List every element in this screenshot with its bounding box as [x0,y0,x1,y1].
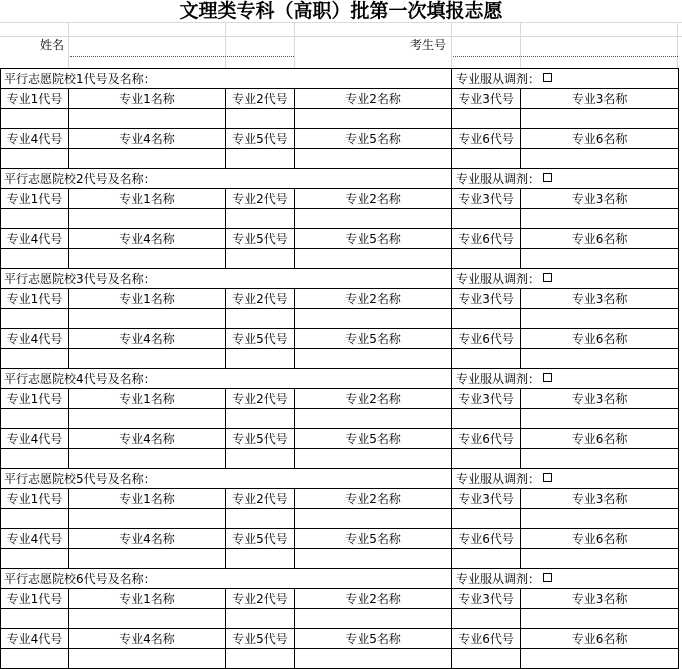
major-header-cell: 专业6代号 [452,229,521,249]
school-section-header [1,69,679,89]
adjust-cell [452,169,679,189]
major-header-cell: 专业4代号 [1,129,69,149]
adjust-checkbox[interactable] [543,173,552,182]
major-header-row [1,529,679,549]
school-section-header [1,269,679,289]
adjust-cell [452,469,679,489]
major-header-cell: 专业1名称 [69,489,226,509]
major-header-cell: 专业4代号 [1,429,69,449]
adjust-cell [452,269,679,289]
major-header-cell: 专业1代号 [1,89,69,109]
major-header-cell: 专业6名称 [521,429,679,449]
major-name-input[interactable] [521,409,679,429]
major-header-cell: 专业3名称 [521,389,679,409]
major-header-cell: 专业4名称 [69,629,226,649]
adjust-checkbox[interactable] [543,73,552,82]
major-header-cell: 专业5名称 [295,229,452,249]
major-name-input[interactable] [295,509,452,529]
major-header-cell: 专业6代号 [452,429,521,449]
major-name-input[interactable] [521,449,679,469]
adjust-checkbox[interactable] [543,473,552,482]
major-code-input[interactable] [1,509,69,529]
school-code-and-name-label[interactable]: 平行志愿院校6代号及名称： [1,569,452,589]
major-name-input[interactable] [521,609,679,629]
major-name-input[interactable] [69,209,226,229]
grid-line [0,22,682,23]
major-header-cell: 专业3代号 [452,89,521,109]
major-header-cell: 专业6名称 [521,529,679,549]
major-header-cell: 专业6名称 [521,329,679,349]
major-header-cell: 专业2代号 [226,289,295,309]
major-name-input[interactable] [521,349,679,369]
adjust-checkbox[interactable] [543,273,552,282]
major-name-input[interactable] [69,549,226,569]
major-code-input[interactable] [452,109,521,129]
major-name-input[interactable] [295,549,452,569]
major-code-input[interactable] [452,349,521,369]
exam-number-field[interactable] [453,38,678,56]
major-name-input[interactable] [295,449,452,469]
major-header-cell: 专业1代号 [1,489,69,509]
major-header-cell: 专业4代号 [1,329,69,349]
major-header-cell: 专业2代号 [226,89,295,109]
major-name-input[interactable] [69,409,226,429]
school-code-and-name-label[interactable]: 平行志愿院校4代号及名称： [1,369,452,389]
name-label: 姓名 [40,38,65,52]
major-header-cell: 专业2代号 [226,589,295,609]
major-header-cell: 专业5代号 [226,229,295,249]
major-header-cell: 专业2名称 [295,589,452,609]
major-code-input[interactable] [226,349,295,369]
major-code-input[interactable] [1,449,69,469]
major-name-input[interactable] [521,149,679,169]
major-code-input[interactable] [1,609,69,629]
major-header-cell: 专业1代号 [1,589,69,609]
major-header-cell: 专业1名称 [69,589,226,609]
major-header-cell: 专业3代号 [452,189,521,209]
major-header-cell: 专业5名称 [295,429,452,449]
major-entry-row [1,249,679,269]
major-header-cell: 专业1名称 [69,189,226,209]
major-name-input[interactable] [69,449,226,469]
exam-number-label: 考生号 [410,38,447,52]
major-header-cell: 专业5名称 [295,629,452,649]
major-header-cell: 专业6代号 [452,329,521,349]
major-header-cell: 专业3代号 [452,589,521,609]
major-code-input[interactable] [1,249,69,269]
major-header-row [1,589,679,609]
form-title: 文理类专科（高职）批第一次填报志愿 [179,0,503,22]
major-header-cell: 专业2代号 [226,189,295,209]
major-header-cell: 专业4名称 [69,229,226,249]
school-code-and-name-label[interactable]: 平行志愿院校3代号及名称： [1,269,452,289]
major-code-input[interactable] [452,149,521,169]
major-code-input[interactable] [1,549,69,569]
major-header-cell: 专业4名称 [69,529,226,549]
major-header-cell: 专业1代号 [1,189,69,209]
major-header-cell: 专业1代号 [1,389,69,409]
major-header-row [1,229,679,249]
major-header-cell: 专业5代号 [226,529,295,549]
major-header-cell: 专业3名称 [521,289,679,309]
major-name-input[interactable] [521,309,679,329]
major-name-input[interactable] [295,309,452,329]
major-header-cell: 专业3名称 [521,589,679,609]
major-header-cell: 专业5名称 [295,329,452,349]
major-entry-row [1,209,679,229]
major-code-input[interactable] [226,609,295,629]
major-code-input[interactable] [1,409,69,429]
major-name-input[interactable] [69,109,226,129]
major-header-cell: 专业1名称 [69,389,226,409]
major-entry-row [1,449,679,469]
major-header-cell: 专业2名称 [295,389,452,409]
major-header-row [1,489,679,509]
major-header-cell: 专业1名称 [69,289,226,309]
grid-line [0,36,682,37]
adjust-label: 专业服从调剂： [456,472,541,486]
adjust-label: 专业服从调剂： [456,172,541,186]
major-code-input[interactable] [452,649,521,669]
major-name-input[interactable] [521,209,679,229]
major-header-cell: 专业4名称 [69,129,226,149]
major-header-cell: 专业4名称 [69,429,226,449]
major-header-cell: 专业4代号 [1,229,69,249]
major-code-input[interactable] [1,109,69,129]
major-code-input[interactable] [226,209,295,229]
major-header-cell: 专业6名称 [521,229,679,249]
major-name-input[interactable] [69,649,226,669]
major-header-cell: 专业2代号 [226,389,295,409]
major-entry-row [1,109,679,129]
major-header-cell: 专业5代号 [226,429,295,449]
major-code-input[interactable] [226,549,295,569]
major-code-input[interactable] [226,449,295,469]
exam-number-underline [453,56,678,57]
major-code-input[interactable] [226,649,295,669]
major-entry-row [1,549,679,569]
school-section-header [1,169,679,189]
major-name-input[interactable] [69,249,226,269]
major-code-input[interactable] [1,309,69,329]
major-header-row [1,89,679,109]
major-name-input[interactable] [69,149,226,169]
major-code-input[interactable] [452,549,521,569]
major-name-input[interactable] [295,409,452,429]
major-name-input[interactable] [521,109,679,129]
major-header-cell: 专业5名称 [295,529,452,549]
major-name-input[interactable] [69,509,226,529]
grid-line [68,22,69,68]
major-header-cell: 专业1名称 [69,89,226,109]
major-header-cell: 专业3名称 [521,489,679,509]
school-code-and-name-label[interactable]: 平行志愿院校2代号及名称： [1,169,452,189]
major-header-cell: 专业3代号 [452,389,521,409]
major-name-input[interactable] [295,209,452,229]
school-section-header [1,569,679,589]
major-header-row [1,629,679,649]
major-header-cell: 专业6名称 [521,129,679,149]
name-field[interactable] [70,38,294,56]
major-name-input[interactable] [295,249,452,269]
major-header-cell: 专业3代号 [452,489,521,509]
major-name-input[interactable] [295,609,452,629]
major-header-cell: 专业2名称 [295,89,452,109]
major-code-input[interactable] [452,309,521,329]
major-name-input[interactable] [69,309,226,329]
major-header-cell: 专业2名称 [295,189,452,209]
adjust-label: 专业服从调剂： [456,72,541,86]
major-header-cell: 专业5代号 [226,629,295,649]
school-code-and-name-label[interactable]: 平行志愿院校5代号及名称： [1,469,452,489]
major-entry-row [1,609,679,629]
major-code-input[interactable] [452,509,521,529]
major-code-input[interactable] [226,249,295,269]
major-header-cell: 专业5名称 [295,129,452,149]
name-underline [70,56,294,57]
major-header-cell: 专业6代号 [452,129,521,149]
major-code-input[interactable] [226,109,295,129]
major-name-input[interactable] [295,149,452,169]
major-code-input[interactable] [452,449,521,469]
major-header-cell: 专业6代号 [452,629,521,649]
school-section-header [1,469,679,489]
major-header-cell: 专业4代号 [1,629,69,649]
adjust-cell [452,369,679,389]
adjust-checkbox[interactable] [543,373,552,382]
major-code-input[interactable] [452,249,521,269]
major-entry-row [1,409,679,429]
volunteer-form-table [0,68,679,669]
major-name-input[interactable] [69,609,226,629]
major-header-row [1,389,679,409]
school-section-header [1,369,679,389]
major-entry-row [1,309,679,329]
major-header-cell: 专业4名称 [69,329,226,349]
major-name-input[interactable] [295,649,452,669]
major-code-input[interactable] [226,309,295,329]
major-header-cell: 专业2代号 [226,489,295,509]
major-code-input[interactable] [226,149,295,169]
adjust-checkbox[interactable] [543,573,552,582]
major-name-input[interactable] [521,549,679,569]
major-header-cell: 专业1代号 [1,289,69,309]
major-name-input[interactable] [521,249,679,269]
major-header-cell: 专业5代号 [226,129,295,149]
major-code-input[interactable] [1,649,69,669]
adjust-label: 专业服从调剂： [456,372,541,386]
major-header-row [1,129,679,149]
adjust-cell [452,69,679,89]
major-code-input[interactable] [1,149,69,169]
major-header-cell: 专业6代号 [452,529,521,549]
major-header-cell: 专业5代号 [226,329,295,349]
major-header-cell: 专业6名称 [521,629,679,649]
major-entry-row [1,649,679,669]
major-code-input[interactable] [452,409,521,429]
major-name-input[interactable] [295,109,452,129]
school-code-and-name-label[interactable]: 平行志愿院校1代号及名称： [1,69,452,89]
major-code-input[interactable] [226,409,295,429]
adjust-label: 专业服从调剂： [456,272,541,286]
major-name-input[interactable] [69,349,226,369]
grid-line [451,22,452,68]
major-header-cell: 专业4代号 [1,529,69,549]
major-header-row [1,289,679,309]
major-name-input[interactable] [295,349,452,369]
major-header-cell: 专业3代号 [452,289,521,309]
major-name-input[interactable] [521,649,679,669]
major-entry-row [1,509,679,529]
grid-line [294,22,295,68]
major-code-input[interactable] [1,349,69,369]
major-code-input[interactable] [452,609,521,629]
major-header-cell: 专业2名称 [295,289,452,309]
adjust-cell [452,569,679,589]
adjust-label: 专业服从调剂： [456,572,541,586]
major-code-input[interactable] [1,209,69,229]
major-header-row [1,329,679,349]
major-entry-row [1,349,679,369]
major-header-cell: 专业2名称 [295,489,452,509]
major-entry-row [1,149,679,169]
major-header-row [1,189,679,209]
major-name-input[interactable] [521,509,679,529]
major-header-cell: 专业3名称 [521,89,679,109]
major-code-input[interactable] [226,509,295,529]
major-header-row [1,429,679,449]
major-code-input[interactable] [452,209,521,229]
major-header-cell: 专业3名称 [521,189,679,209]
